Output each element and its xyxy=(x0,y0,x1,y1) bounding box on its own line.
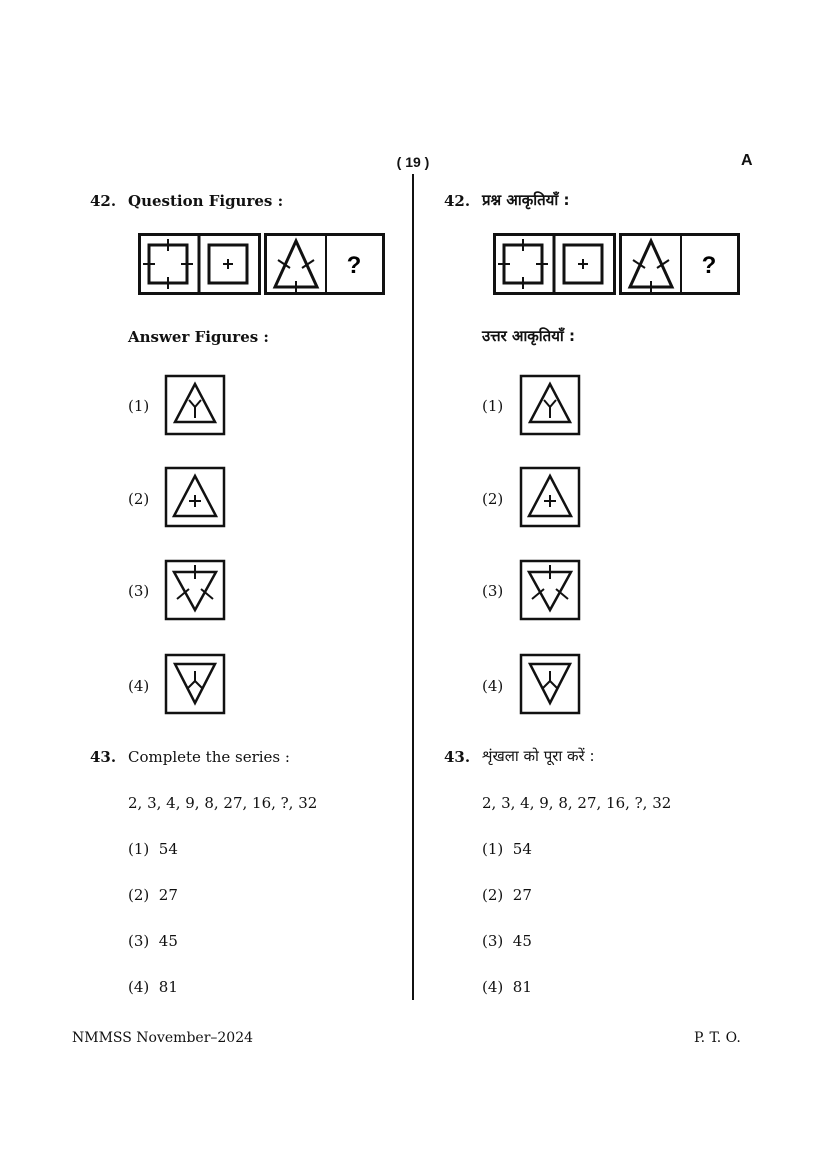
option-label: (1) xyxy=(128,840,150,858)
q42-hi-answer-title: उत्तर आकृतियाँ : xyxy=(482,327,576,345)
q43-title: Complete the series : xyxy=(128,748,290,766)
answer-figure-1[interactable] xyxy=(520,375,580,435)
option-value: 54 xyxy=(512,840,532,858)
answer-option-2-label: (2) xyxy=(128,490,150,508)
question-figure-1 xyxy=(143,239,193,289)
q42-hi-question-figures xyxy=(493,233,741,295)
q42-answer-title: Answer Figures : xyxy=(128,328,269,346)
option-value: 45 xyxy=(158,932,178,950)
q43-hi-option-3[interactable] xyxy=(482,932,532,950)
question-figure-2 xyxy=(564,245,602,283)
answer-option-3-label: (3) xyxy=(128,582,150,600)
option-label: (4) xyxy=(128,978,150,996)
option-label: (3) xyxy=(482,932,504,950)
answer-option-1-label: (1) xyxy=(128,397,150,415)
q43-option-4[interactable] xyxy=(128,978,178,996)
question-mark: ? xyxy=(346,252,362,279)
q42-title: Question Figures : xyxy=(128,192,284,210)
q43-hi-series: 2, 3, 4, 9, 8, 27, 16, ?, 32 xyxy=(482,794,672,812)
option-value: 81 xyxy=(158,978,178,996)
option-label: (3) xyxy=(128,932,150,950)
option-value: 45 xyxy=(512,932,532,950)
set-code: A xyxy=(741,152,753,169)
q43-option-1[interactable] xyxy=(128,840,178,858)
question-figure-1 xyxy=(498,239,548,289)
answer-figure-2[interactable] xyxy=(165,467,225,527)
q43-hi-number: 43. xyxy=(444,748,471,766)
answer-figure-3[interactable] xyxy=(165,560,225,620)
q43-option-2[interactable] xyxy=(128,886,178,904)
q43-option-3[interactable] xyxy=(128,932,178,950)
option-value: 54 xyxy=(158,840,178,858)
answer-option-1-label: (1) xyxy=(482,397,504,415)
question-figure-2 xyxy=(209,245,247,283)
footer-pto: P. T. O. xyxy=(694,1030,741,1046)
q42-number: 42. xyxy=(90,192,117,210)
option-value: 27 xyxy=(158,886,178,904)
answer-figure-4[interactable] xyxy=(165,654,225,714)
question-figure-3 xyxy=(275,241,317,293)
option-value: 27 xyxy=(512,886,532,904)
q43-hi-option-2[interactable] xyxy=(482,886,532,904)
q43-number: 43. xyxy=(90,748,117,766)
option-label: (2) xyxy=(482,886,504,904)
q43-hi-title: शृंखला को पूरा करें : xyxy=(482,747,595,765)
q43-series: 2, 3, 4, 9, 8, 27, 16, ?, 32 xyxy=(128,794,318,812)
answer-figure-1[interactable] xyxy=(165,375,225,435)
q42-hi-title: प्रश्न आकृतियाँ : xyxy=(482,191,570,209)
answer-option-2-label: (2) xyxy=(482,490,504,508)
page-number: ( 19 ) xyxy=(396,154,430,170)
answer-option-4-label: (4) xyxy=(482,677,504,695)
question-figure-3 xyxy=(630,241,672,293)
answer-figure-2[interactable] xyxy=(520,467,580,527)
option-label: (2) xyxy=(128,886,150,904)
option-label: (1) xyxy=(482,840,504,858)
answer-figure-4[interactable] xyxy=(520,654,580,714)
answer-figure-3[interactable] xyxy=(520,560,580,620)
question-mark: ? xyxy=(701,252,717,279)
answer-option-4-label: (4) xyxy=(128,677,150,695)
footer-exam-name: NMMSS November–2024 xyxy=(72,1030,254,1046)
q43-hi-option-1[interactable] xyxy=(482,840,532,858)
answer-option-3-label: (3) xyxy=(482,582,504,600)
q42-question-figures xyxy=(138,233,386,295)
option-value: 81 xyxy=(512,978,532,996)
q43-hi-option-4[interactable] xyxy=(482,978,532,996)
q42-hi-number: 42. xyxy=(444,192,471,210)
column-divider xyxy=(412,174,414,1000)
option-label: (4) xyxy=(482,978,504,996)
